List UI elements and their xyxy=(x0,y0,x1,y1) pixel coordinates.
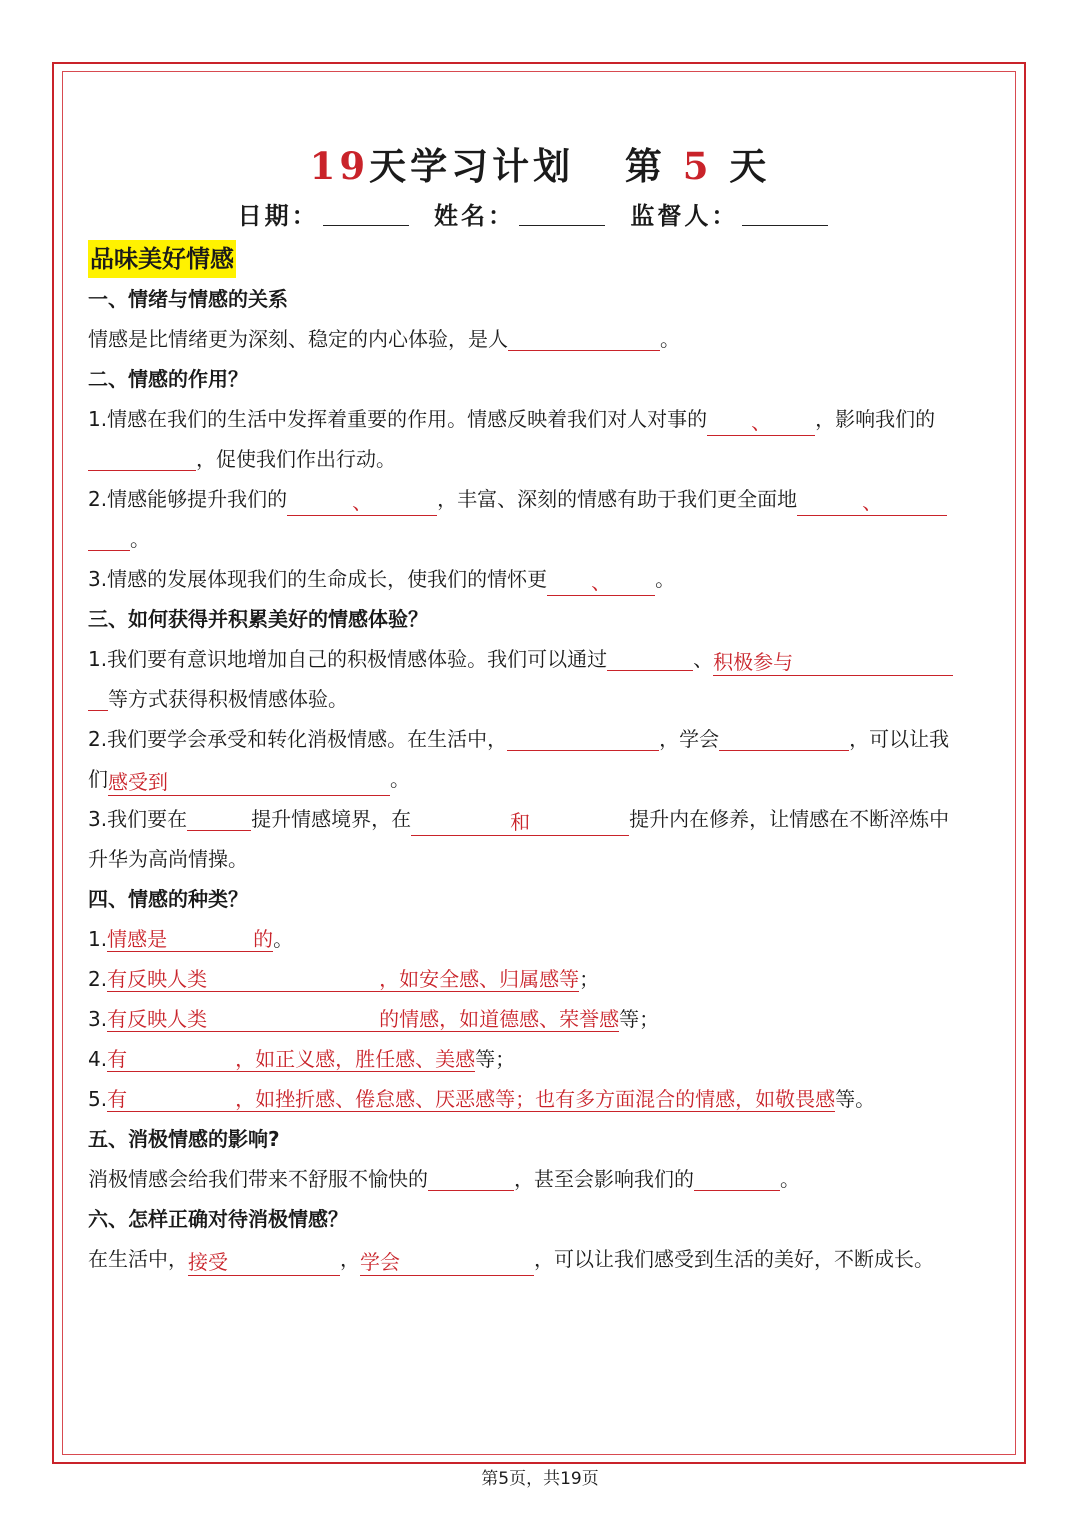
title-day-label: 第 xyxy=(624,144,666,188)
title-day-suffix: 天 xyxy=(729,144,771,188)
text: ，影响我们的 xyxy=(815,407,936,431)
text: 1.我们要有意识地增加自己的积极情感体验。我们可以通过 xyxy=(88,647,608,671)
s4-item-2 xyxy=(88,964,998,994)
text: ，丰富、深刻的情感有助于我们更全面地 xyxy=(437,487,798,511)
text: 1.情感在我们的生活中发挥着重要的作用。情感反映着我们对人对事的 xyxy=(88,407,708,431)
s3-p3-line-1 xyxy=(88,804,998,836)
text: ， xyxy=(340,1247,360,1271)
s6-line-1 xyxy=(88,1244,998,1276)
blank[interactable]: 积极参与 xyxy=(713,647,953,676)
info-line xyxy=(0,196,1080,231)
text: ，可以让我 xyxy=(849,727,950,751)
text: 4. xyxy=(88,1047,108,1071)
text: 消极情感会给我们带来不舒服不愉快的 xyxy=(88,1167,428,1191)
text: 、 xyxy=(693,647,714,671)
s2-p1-line-2 xyxy=(88,444,998,474)
blank[interactable] xyxy=(719,724,849,751)
s3-p1-line-1 xyxy=(88,644,998,676)
page-footer: 第5页，共19页 xyxy=(481,1469,599,1489)
text: 情感是比情绪更为深刻、稳定的内心体验，是人 xyxy=(88,327,508,351)
s3-p2-line-1 xyxy=(88,724,998,754)
date-label: 日期： xyxy=(237,201,319,230)
blank[interactable] xyxy=(508,324,660,351)
text: 。 xyxy=(660,327,680,351)
answer: 有反映人类 ，如安全感、归属感等 xyxy=(107,967,580,991)
heading-6: 六、怎样正确对待消极情感？ xyxy=(88,1207,348,1231)
text: 3. xyxy=(88,1007,108,1031)
blank[interactable]: 和 xyxy=(411,807,629,836)
answer: 有反映人类 的情感，如道德感、荣誉感 xyxy=(107,1007,620,1031)
s4-item-5 xyxy=(88,1084,998,1114)
text: ，可以让我们感受到生活的美好，不断成长。 xyxy=(534,1247,934,1271)
blank[interactable]: 、 xyxy=(797,487,947,516)
text: 。 xyxy=(390,767,410,791)
section-title: 品味美好情感 xyxy=(88,240,236,278)
title-text: 天学习计划 xyxy=(369,144,575,188)
blank[interactable]: 、 xyxy=(287,487,437,516)
heading-5: 五、消极情感的影响? xyxy=(88,1127,280,1151)
text: 。 xyxy=(273,927,294,951)
blank[interactable]: 、 xyxy=(707,407,815,436)
text: ，促使我们作出行动。 xyxy=(196,447,396,471)
s2-p1-line-1 xyxy=(88,404,998,436)
s4-item-3 xyxy=(88,1004,998,1034)
supervisor-field[interactable] xyxy=(742,203,828,226)
text: ，学会 xyxy=(659,727,720,751)
text: 提升情感境界，在 xyxy=(251,807,412,831)
s3-p3-line-2: 升华为高尚情操。 xyxy=(88,847,248,871)
text: 3.情感的发展体现我们的生命成长，使我们的情怀更 xyxy=(88,567,548,591)
blank[interactable] xyxy=(607,644,693,671)
text: 等。 xyxy=(835,1087,876,1111)
name-field[interactable] xyxy=(519,203,605,226)
supervisor-label: 监督人： xyxy=(630,201,739,230)
title-number: 19 xyxy=(309,144,370,188)
text: 2.情感能够提升我们的 xyxy=(88,487,288,511)
text: 在生活中， xyxy=(88,1247,188,1271)
s2-p2-line-1 xyxy=(88,484,998,516)
answer: 情感是 的 xyxy=(107,927,274,951)
text: ； xyxy=(579,967,600,991)
text: ，甚至会影响我们的 xyxy=(514,1167,694,1191)
blank[interactable] xyxy=(88,444,196,471)
blank[interactable] xyxy=(88,684,108,711)
text: 提升内在修养，让情感在不断淬炼中 xyxy=(629,807,950,831)
text: 。 xyxy=(780,1167,800,1191)
answer: 有 ，如挫折感、倦怠感、厌恶感等；也有多方面混合的情感，如敬畏感 xyxy=(107,1087,836,1111)
blank[interactable] xyxy=(507,724,659,751)
text: 5. xyxy=(88,1087,108,1111)
text: 2. xyxy=(88,967,108,991)
page-title xyxy=(0,136,1080,190)
answer: 有 ，如正义感，胜任感、美感 xyxy=(107,1047,476,1071)
text: 等； xyxy=(619,1007,660,1031)
heading-2: 二、情感的作用？ xyxy=(88,367,248,391)
s4-item-4 xyxy=(88,1044,998,1074)
s3-p2-line-2 xyxy=(88,764,998,796)
s2-p3 xyxy=(88,564,998,596)
text: 。 xyxy=(655,567,676,591)
blank[interactable] xyxy=(187,804,251,831)
heading-4: 四、情感的种类？ xyxy=(88,887,248,911)
text: 。 xyxy=(130,527,150,551)
blank[interactable]: 学会 xyxy=(360,1247,534,1276)
text: 1. xyxy=(88,927,108,951)
s2-p2-line-2 xyxy=(88,524,998,554)
blank[interactable]: 接受 xyxy=(188,1247,340,1276)
blank[interactable]: 、 xyxy=(547,567,655,596)
text: 2.我们要学会承受和转化消极情感。在生活中， xyxy=(88,727,508,751)
s1-line-1 xyxy=(88,324,998,354)
date-field[interactable] xyxy=(323,203,409,226)
s5-line-1 xyxy=(88,1164,998,1194)
s4-item-1 xyxy=(88,924,998,954)
text: 等； xyxy=(475,1047,516,1071)
name-label: 姓名： xyxy=(434,201,515,230)
blank[interactable] xyxy=(88,524,130,551)
text: 们 xyxy=(88,767,108,791)
text: 3.我们要在 xyxy=(88,807,188,831)
text: 等方式获得积极情感体验。 xyxy=(108,687,348,711)
heading-1: 一、情绪与情感的关系 xyxy=(88,287,288,311)
blank[interactable] xyxy=(428,1164,514,1191)
title-day-number: 5 xyxy=(682,144,713,188)
blank[interactable] xyxy=(694,1164,780,1191)
blank[interactable]: 感受到 xyxy=(108,767,390,796)
heading-3: 三、如何获得并积累美好的情感体验？ xyxy=(88,607,428,631)
s3-p1-line-2 xyxy=(88,684,998,714)
